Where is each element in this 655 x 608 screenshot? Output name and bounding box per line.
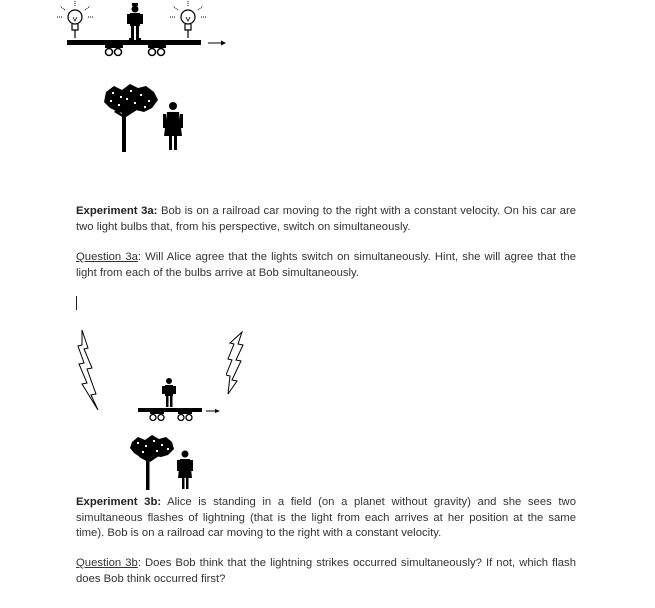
light-bulb-right-icon [169,0,207,38]
experiment-3a-label: Experiment 3a: [76,205,158,217]
question-3a-label: Question 3a [76,251,138,263]
tree-icon [104,84,158,152]
railcar-wheels-small [150,412,192,421]
tree-alice-figure [100,82,190,154]
alice-figure-small-icon [177,451,193,490]
bob-figure-small-icon [162,378,176,407]
question-3a-text: : Will Alice agree that the lights switch on simultaneously. Hint, she will agree that the light from each of the bulbs arrive at Bob simultaneously. [76,251,576,279]
experiment-3a-paragraph [76,204,576,235]
railcar-bob-figure [134,376,224,426]
question-3a-paragraph [76,250,576,281]
tree-alice-figure-2 [128,434,198,492]
lightning-right-icon [226,330,250,396]
railcar-wheels [105,45,166,56]
railcar-platform-small [138,408,202,412]
tree-small-icon [130,435,174,490]
experiment-3a-text: Bob is on a railroad car moving to the right with a constant velocity. On his car are two light bulbs that, from his perspective, switch on simultaneously. [76,205,576,233]
experiment-3b-text: Alice is standing in a field (on a planet without gravity) and she sees two simultaneous flashes of lightning (that is the light from each arrives at her position at the same time). Bob is on a railroad car moving to the right with a constant velocity. [76,496,576,539]
alice-figure-icon [163,102,183,150]
velocity-arrow-small-icon [206,409,220,413]
experiment-3b-paragraph [76,495,576,542]
light-bulb-left-icon [56,0,94,38]
bob-figure-icon [127,3,143,40]
question-3b-paragraph [76,556,576,587]
question-3b-label: Question 3b [76,557,138,569]
lightning-left-icon [76,328,100,412]
text-cursor[interactable] [76,296,77,310]
question-3b-text: : Does Bob think that the lightning strikes occurred simultaneously? If not, which flash does Bob think occurred first? [76,557,576,585]
railcar-platform [67,40,201,45]
railcar-bulbs-figure [55,0,235,62]
experiment-3b-label: Experiment 3b: [76,496,162,508]
velocity-arrow-icon [208,41,226,46]
